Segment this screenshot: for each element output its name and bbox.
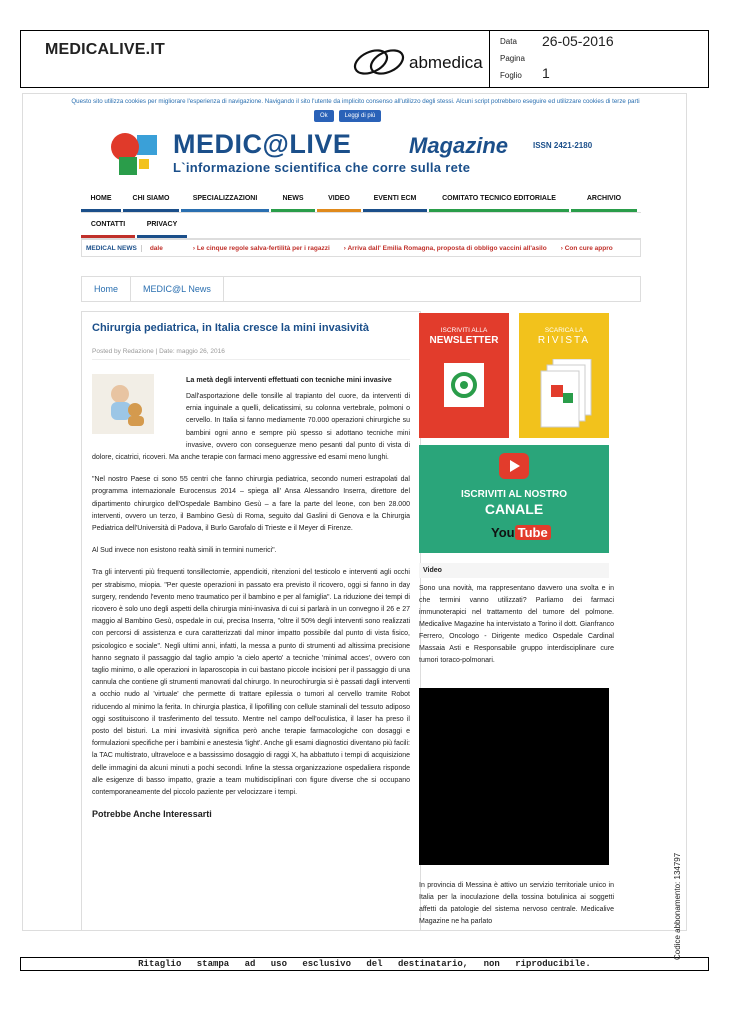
ticker-item[interactable]: › Le cinque regole salva-fertilità per i ragazzi [192, 244, 330, 252]
video-player[interactable] [419, 688, 609, 865]
youtube-banner[interactable] [419, 445, 609, 553]
video-section-label: Video [419, 563, 609, 578]
subscription-code: Codice abbonamento: 134797 [673, 852, 682, 960]
clipping-title: MEDICALIVE.IT [45, 41, 165, 58]
cookie-ok-button[interactable]: Ok [314, 110, 334, 122]
rivista-line2: RIVISTA [537, 335, 591, 346]
related-heading: Potrebbe Anche Interessarti [92, 809, 212, 820]
clipping-footer: Ritaglio stampa ad uso esclusivo del destinatario, non riproducibile. [20, 957, 709, 971]
clipping-meta [489, 31, 709, 87]
foglio-label: Foglio [500, 71, 522, 80]
cookie-notice: Questo sito utilizza cookies per migliorare l'esperienza di navigazione. Navigando il sito l'utente da implicito consenso all'utilizzo degli stessi. Alcuni script potrebbero eseguire ed utilizzare cookies di terze parti [71, 98, 640, 105]
data-value: 26-05-2016 [542, 33, 614, 49]
nav-video[interactable]: VIDEO [317, 187, 361, 212]
breadcrumb-section[interactable]: MEDIC@L News [131, 276, 224, 302]
nav-chi-siamo[interactable]: CHI SIAMO [123, 187, 179, 212]
bottom-article-text: In provincia di Messina è attivo un servizio territoriale unico in Italia per la inoculazione della tossina botulinica ai soggetti affetti da patologie del sistema nervoso centrale. Medicalive Magazine ne ha parlato [419, 882, 614, 925]
newsletter-icon [444, 363, 484, 407]
nav-specializzazioni[interactable]: SPECIALIZZAZIONI [181, 187, 269, 212]
article [81, 311, 421, 931]
article-paragraph: Al Sud invece non esistono realtà simili in termini numerici". [92, 547, 277, 555]
magazine-stack-icon [539, 359, 595, 431]
data-label: Data [500, 37, 517, 46]
foglio-value: 1 [542, 65, 550, 81]
newsletter-line2: NEWSLETTER [429, 335, 499, 346]
article-lead-title: La metà degli interventi effettuati con tecniche mini invasive [186, 375, 392, 384]
article-paragraph: Tra gli interventi più frequenti tonsillectomie, appendiciti, ritenzioni del testicolo e interventi agli occhi per strabismo, miopia. "Per queste operazioni in passato era previsto il ricovero, oggi si fanno in day surgery, rendendo l'evento meno traumatico per il bambino e per al famiglia". La riduzione dei tempi di ricovero è solo uno degli aspetti della chirurgia mini-invasiva di cui si parlarà in un convegno il 26 e 27 maggio al Bambino Gesù, ospedale in cui, precisa Inserra, "oltre il 50% degli interventi sono realizzati con percorsi di assistenza e cura caratterizzati dal minor impatto possibile dal punto di vista fisico, psicologico e sociale". Negli ultimi anni, infatti, la messa a punto di strumenti ad altissima precisione hanno segnato il passaggio dal taglio ampio 'a cielo aperto' a tecniche 'minimal acces', ovvero con taglio minimo, o alle operazioni in laparoscopia in cui bastano piccole incisioni per il passaggio di una cannula che contiene gli strumenti manovrati dal chirurgo. In neurochirurgia si è passati dagli interventi a occhio nudo al 'virtuale' che permette di trattare epilessia o tumori al cervello tramite Robot riducendo al minimo la ferita. In chirurgia plastica, il lipofilling con cellule staminali del tessuto adiposo oggi sostituiscono il trasferimento del tessuto. Mentre nel campo dell'oculistica, il laser ha preso il posto del bisturi. La mini invasività significa però anche terapie farmacologiche con dosaggi e formulazioni specifiche per i bambini e anestesia 'light'. Anche gli esami diagnostici diventano più facili: la TAC multistrato, ultraveloce e a bassissimo dosaggio di raggi X, ha abbattuto i tempi di acquisizione delle immagini da alcuni minuti a pochi secondi. Infine la stessa organizzazione ospedaliera risponde alle esigenze di basso impatto, grazie a team multidisciplinari con figure diverse che si occupano contemporaneamente del piccolo paziente per velocizzare i tempi. [92, 569, 410, 797]
ticker-label: MEDICAL NEWS [82, 245, 142, 252]
nav-eventi-ecm[interactable]: EVENTI ECM [363, 187, 427, 212]
ticker-item[interactable]: › Con cure appro [560, 244, 613, 252]
article-paragraph: Dall'asportazione delle tonsille al trapianto del cuore, da interventi di ernia inguinale a quelli, delicatissimi, su colonna vertebrale, polmoni o cervello. In Italia si fanno mediamente 70.000 operazioni chirurgiche su bambini ogni anno e sempre più spesso si adottano tecniche mini invasive, ovvero con conseguenze meno pesanti dal punto di vista di dolore, cicatrici, ricoveri. Ma anche terapie con farmaci meno aggressive ed esami meno lunghi. [92, 393, 410, 462]
website-capture [22, 93, 687, 931]
masthead-tagline: L`informazione scientifica che corre sulla rete [173, 160, 471, 175]
nav-row-primary [81, 187, 641, 213]
masthead-issn: ISSN 2421-2180 [533, 141, 593, 150]
breadcrumb-home[interactable]: Home [82, 276, 131, 302]
article-meta: Posted by Redazione | Date: maggio 26, 2016 [92, 348, 410, 360]
news-ticker [81, 239, 641, 257]
play-icon [499, 453, 529, 479]
nav-comitato[interactable]: COMITATO TECNICO EDITORIALE [429, 187, 569, 212]
nav-news[interactable]: NEWS [271, 187, 315, 212]
article-title[interactable]: Chirurgia pediatrica, in Italia cresce la mini invasività [92, 322, 369, 334]
pagina-label: Pagina [500, 54, 525, 63]
newsletter-line1: ISCRIVITI ALLA [440, 327, 488, 334]
youtube-line1: ISCRIVITI AL NOSTRO [460, 489, 568, 500]
rivista-banner[interactable] [519, 313, 609, 438]
agency-name: abmedica [409, 53, 483, 72]
article-image [92, 374, 154, 434]
clipping-header [20, 30, 709, 88]
breadcrumb [81, 276, 641, 302]
rivista-line1: SCARICA LA [544, 327, 584, 334]
agency-logo [351, 45, 491, 79]
ticker-item[interactable]: › Arriva dall' Emilia Romagna, proposta di obbligo vaccini all'asilo [343, 244, 547, 252]
cookie-buttons [314, 110, 381, 122]
newsletter-banner[interactable] [419, 313, 509, 438]
masthead-logo-icon [103, 129, 165, 181]
main-nav [81, 187, 641, 239]
site-masthead[interactable] [103, 129, 623, 181]
cookie-more-button[interactable]: Leggi di più [339, 110, 382, 122]
youtube-logo: You Tube [491, 525, 551, 540]
nav-privacy[interactable]: PRIVACY [137, 213, 187, 238]
nav-contatti[interactable]: CONTATTI [81, 213, 135, 238]
youtube-line2: CANALE [484, 501, 544, 517]
ticker-item[interactable]: dale [149, 244, 163, 252]
nav-archivio[interactable]: ARCHIVIO [571, 187, 637, 212]
article-paragraph: "Nel nostro Paese ci sono 55 centri che fanno chirurgia pediatrica, secondo numeri estrapolati dal programma internazionale Eurocensus 2014 – spiega all' Ansa Alessandro Inserra, direttore del dipartimento chirurgico dell'Ospedale Bambino Gesù – a fare la parte del leone, con ben 28.000 interventi, ovvero un terzo, il Bambino Gesù di Roma, seguito dal Gaslini di Genova e la Chirurgia Pediatrica dell'Università di Padova, il Burlo Garofalo di Trieste e il Meyer di Firenze. [92, 476, 410, 533]
nav-home[interactable]: HOME [81, 187, 121, 212]
nav-row-secondary [81, 213, 641, 239]
masthead-title: MEDIC@LIVE [173, 129, 352, 159]
video-description: Sono una novità, ma rappresentano davvero una svolta e in che termini vanno utilizzati? Parliamo dei farmaci immunoterapici nel trattamento del tumore del polmone. Medicalive Magazine ha intervistato a Torino il dott. Gianfranco Ferrero, Oncologo - Dirigente medico Ospedale Cardinal Massaia Asti e Responsabile gruppo interdisciplinare cure tumori toraco-polmonari. [419, 585, 614, 664]
masthead-magazine: Magazine [409, 133, 509, 158]
